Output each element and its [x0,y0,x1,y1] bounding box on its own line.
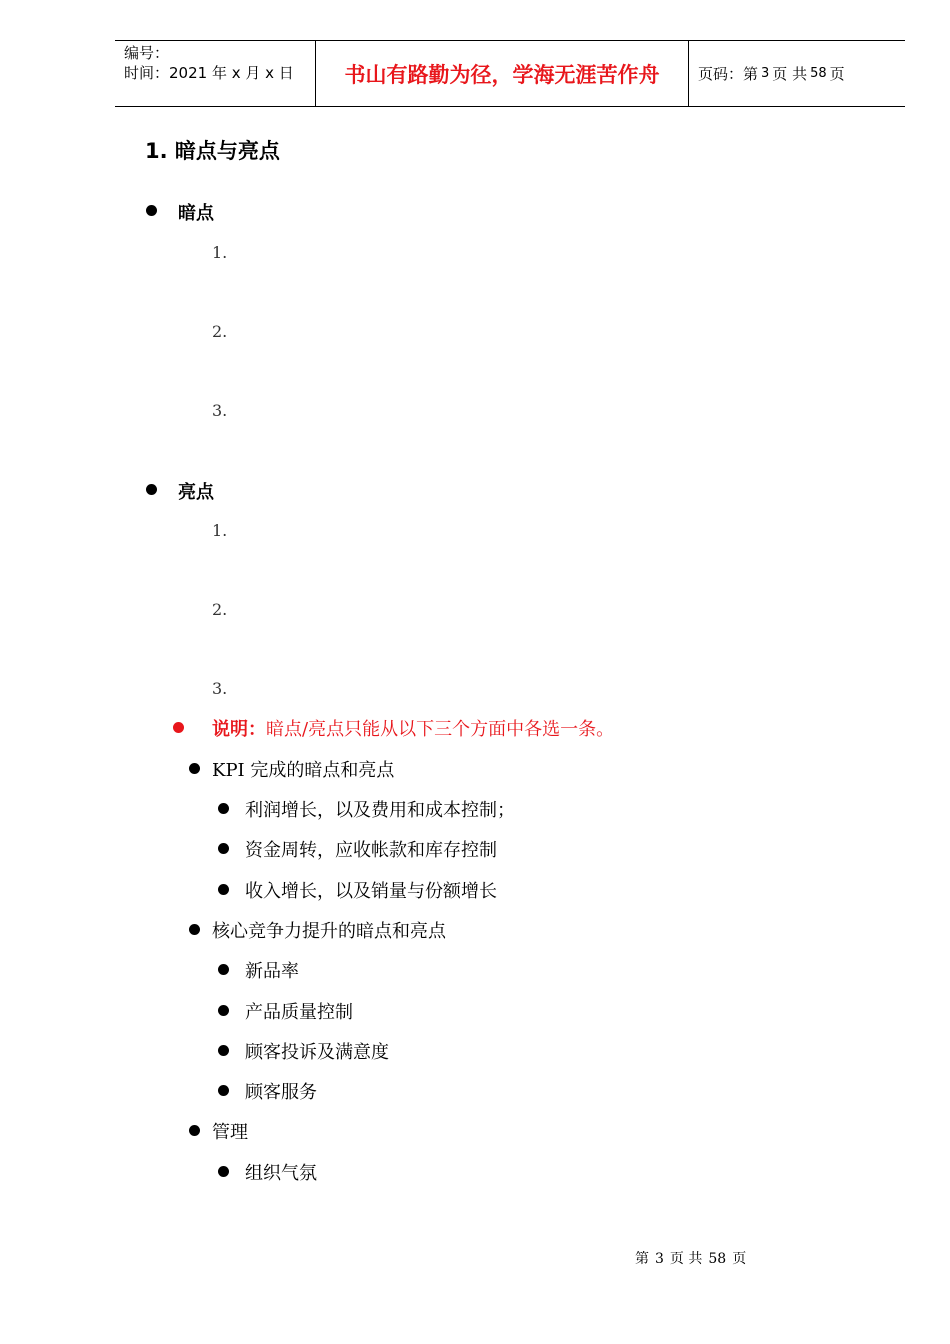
page-header [115,40,905,107]
dark-section-label: 暗点 [178,203,214,224]
group-label-management: 管理 [212,1122,248,1143]
header-motto: 书山有路勤为径，学海无涯苦作舟 [316,41,689,106]
bullet-icon [218,1005,229,1016]
group-label-core: 核心竞争力提升的暗点和亮点 [212,921,446,942]
page-total: 58 [810,66,827,81]
note [212,715,614,741]
bright-item-3: 3. [212,679,228,698]
bullet-icon [218,1085,229,1096]
bright-item-2: 2. [212,600,228,619]
bullet-icon [218,884,229,895]
page-number: 3 [761,66,770,81]
list-item: 顾客服务 [245,1082,317,1103]
header-page-info [689,41,905,106]
bullet-icon [146,205,157,216]
list-item: 顾客投诉及满意度 [245,1042,389,1063]
footer-suffix: 页 [732,1251,747,1267]
red-bullet-icon [173,722,184,733]
note-text: 暗点/亮点只能从以下三个方面中各选一条。 [266,719,615,740]
page-mid: 页 共 [772,65,808,83]
list-item: 利润增长，以及费用和成本控制； [245,800,515,821]
list-item: 新品率 [245,961,299,982]
page-suffix: 页 [829,65,845,83]
bullet-icon [218,964,229,975]
bullet-icon [218,843,229,854]
list-item: 产品质量控制 [245,1002,353,1023]
list-item: 组织气氛 [245,1163,317,1184]
bullet-icon [218,803,229,814]
dark-item-3: 3. [212,401,228,420]
bullet-icon [189,763,200,774]
code-label: 编号： [124,44,170,62]
dark-item-1: 1. [212,243,228,262]
footer-prefix: 第 [635,1251,649,1267]
bright-section-label: 亮点 [178,482,214,503]
bullet-icon [218,1166,229,1177]
group-label-kpi: KPI 完成的暗点和亮点 [212,760,395,781]
page-footer [632,1248,749,1268]
section-title: 1. 暗点与亮点 [145,139,280,163]
page-prefix: 页码：第 [698,65,759,83]
bullet-icon [189,924,200,935]
footer-mid: 页 共 [669,1251,703,1267]
time-label: 时间：2021 年 x 月 x 日 [124,64,294,82]
footer-page: 3 [655,1251,664,1267]
bullet-icon [218,1045,229,1056]
header-meta [115,41,316,106]
list-item: 收入增长，以及销量与份额增长 [245,881,497,902]
bright-item-1: 1. [212,521,228,540]
note-label: 说明： [212,719,266,740]
bullet-icon [146,484,157,495]
list-item: 资金周转，应收帐款和库存控制 [245,840,497,861]
bullet-icon [189,1125,200,1136]
footer-total: 58 [708,1251,727,1267]
dark-item-2: 2. [212,322,228,341]
